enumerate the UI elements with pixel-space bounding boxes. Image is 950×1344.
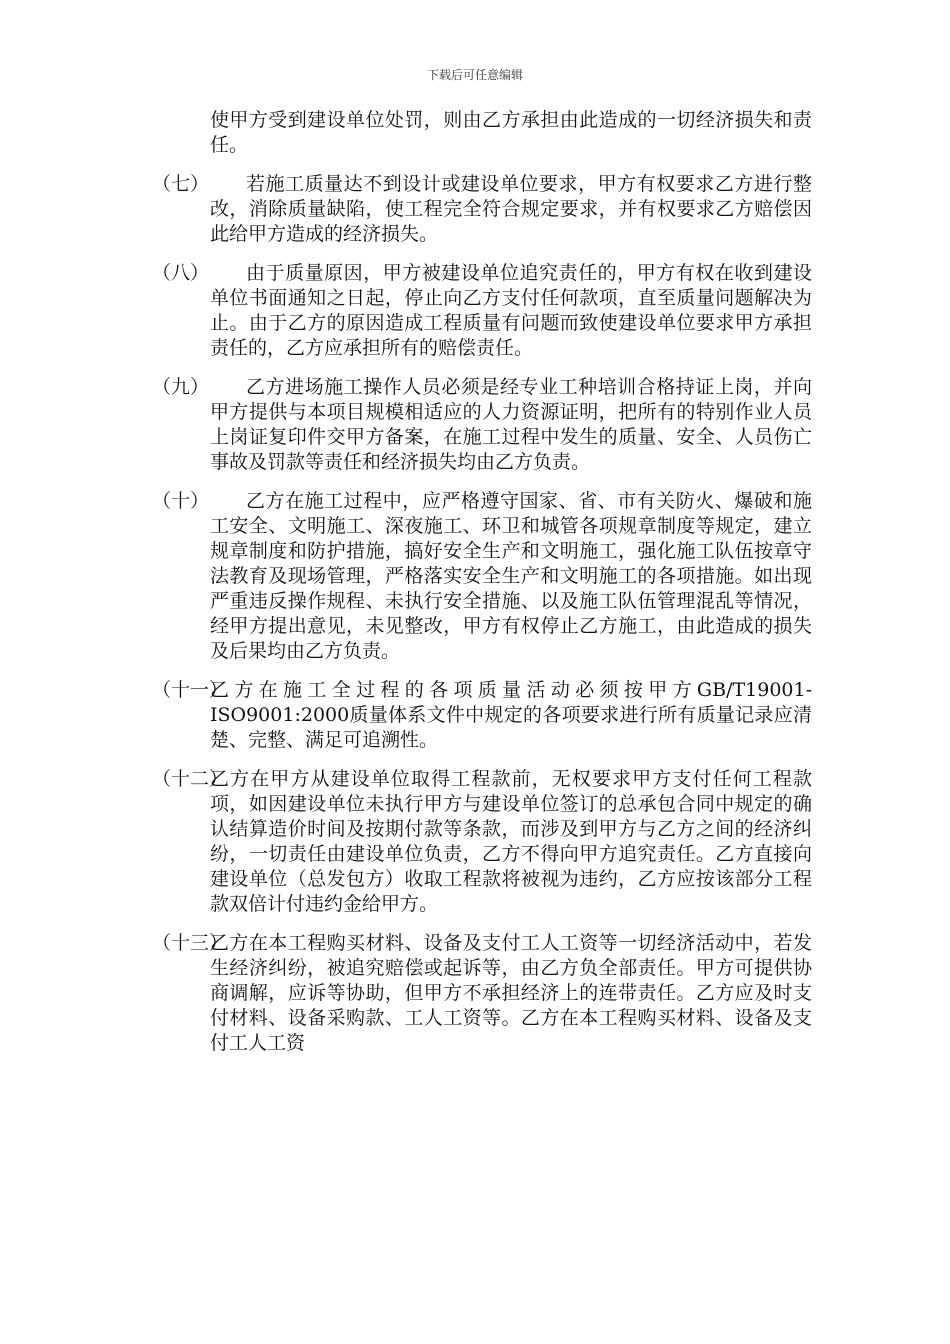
clause-text: 乙方在施工过程中，应严格遵守国家、省、市有关防火、爆破和施工安全、文明施工、深夜施工、环卫和城管各项规章制度等规定，建立规章制度和防护措施，搞好安全生产和文明施工，强化施工队伍按章守法教育及现场管理，严格落实安全生产和文明施工的各项措施。如出现严重违反操作规程、未执行安全措施、以及施工队伍管理混乱等情况，经甲方提出意见，未见整改，甲方有权停止乙方施工，由此造成的损失及后果均由乙方负责。 [210, 490, 812, 662]
clause-text: 由于质量原因，甲方被建设单位追究责任的，甲方有权在收到建设单位书面通知之日起，停止向乙方支付任何款项，直至质量问题解决为止。由于乙方的原因造成工程质量有问题而致使建设单位要求甲方承担责任的，乙方应承担所有的赔偿责任。 [210, 262, 812, 359]
clause-12 [152, 767, 812, 917]
page-header: 下载后可任意编辑 [426, 68, 523, 82]
clause-label: （十二） [152, 768, 229, 790]
clause-label: （八） [152, 262, 210, 284]
clause-label: （九） [152, 376, 210, 398]
clause-label: （七） [152, 173, 210, 195]
clause-9 [152, 375, 812, 475]
clause-7 [152, 172, 812, 247]
continued-paragraph [152, 108, 812, 158]
clause-text: 乙方在施工全过程的各项质量活动必须按甲方GB/T19001-ISO9001:2000质量体系文件中规定的各项要求进行所有质量记录应清楚、完整、满足可追溯性。 [210, 679, 812, 751]
clause-text: 若施工质量达不到设计或建设单位要求，甲方有权要求乙方进行整改，消除质量缺陷，使工程完全符合规定要求，并有权要求乙方赔偿因此给甲方造成的经济损失。 [210, 173, 812, 245]
clause-label: （十三） [152, 932, 229, 954]
contract-body [152, 108, 812, 1070]
clause-label: （十一） [152, 679, 229, 701]
paragraph-text: 使甲方受到建设单位处罚，则由乙方承担由此造成的一切经济损失和责任。 [210, 109, 812, 156]
clause-label: （十） [152, 490, 210, 512]
clause-text: 乙方在本工程购买材料、设备及支付工人工资等一切经济活动中，若发生经济纠纷，被追究赔偿或起诉等，由乙方负全部责任。甲方可提供协商调解，应诉等协助，但甲方不承担经济上的连带责任。乙方应及时支付材料、设备采购款、工人工资等。乙方在本工程购买材料、设备及支付工人工资 [210, 932, 812, 1054]
clause-10 [152, 489, 812, 664]
clause-text: 乙方进场施工操作人员必须是经专业工种培训合格持证上岗，并向甲方提供与本项目规模相适应的人力资源证明，把所有的特别作业人员上岗证复印件交甲方备案，在施工过程中发生的质量、安全、人员伤亡事故及罚款等责任和经济损失均由乙方负责。 [210, 376, 812, 473]
clause-text: 乙方在甲方从建设单位取得工程款前，无权要求甲方支付任何工程款项，如因建设单位未执行甲方与建设单位签订的总承包合同中规定的确认结算造价时间及按期付款等条款，而涉及到甲方与乙方之间的经济纠纷，一切责任由建设单位负责，乙方不得向甲方追究责任。乙方直接向建设单位（总发包方）收取工程款将被视为违约，乙方应按该部分工程款双倍计付违约金给甲方。 [210, 768, 812, 915]
clause-8 [152, 261, 812, 361]
clause-11 [152, 678, 812, 753]
clause-13 [152, 931, 812, 1056]
